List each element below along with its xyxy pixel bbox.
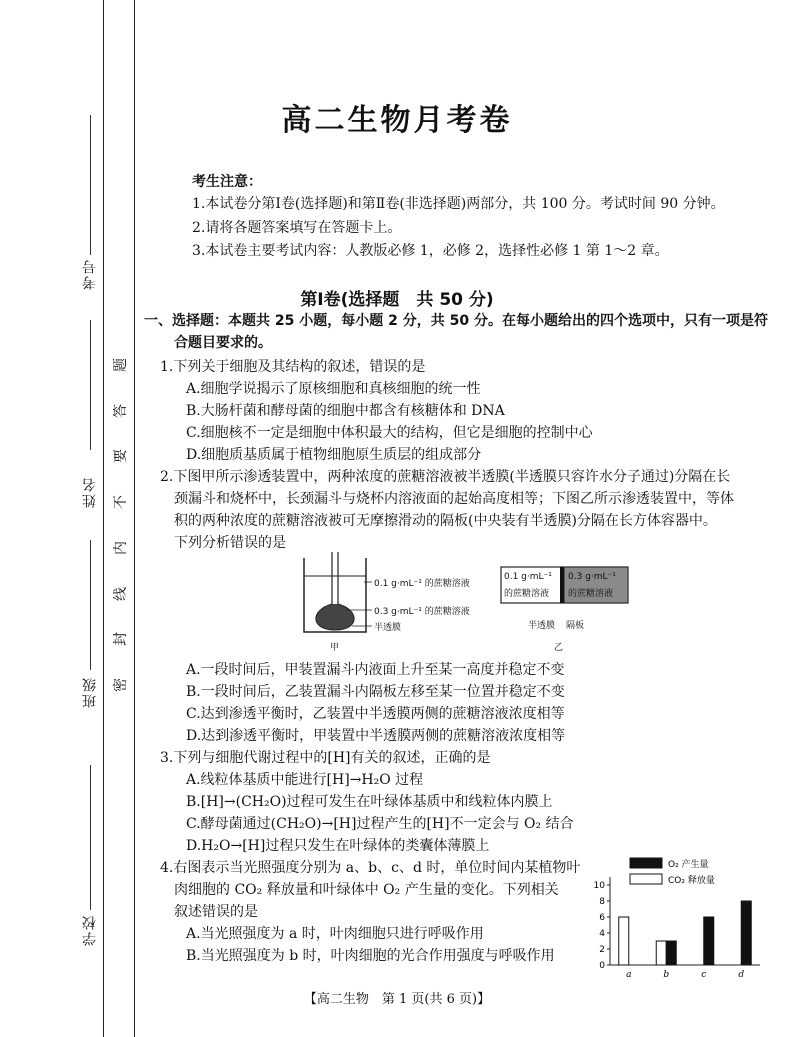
page-title: 高二生物月考卷: [281, 103, 513, 138]
section-intro-cont: 合题目要求的。: [174, 335, 272, 351]
y-tick-label: 8: [599, 897, 605, 907]
x-tick-label: b: [663, 970, 670, 980]
bar: [666, 941, 676, 965]
legend-swatch: [630, 874, 662, 884]
y-tick-label: 6: [599, 913, 605, 923]
fig-a-label-outer-solution: 0.1 g·mL⁻¹ 的蔗糖溶液: [374, 579, 470, 589]
notice-heading: 考生注意：: [192, 174, 262, 190]
legend-label: O₂ 产生量: [668, 860, 709, 870]
q1-option-a: A.细胞学说揭示了原核细胞和真核细胞的统一性: [186, 381, 481, 397]
q2-stem-line: 积的两种浓度的蔗糖溶液被可无摩擦滑动的隔板(中央装有半透膜)分隔在长方体容器中。: [174, 513, 717, 529]
figure-a-osmosis-beaker: [296, 552, 506, 652]
q3-option-d: D.H₂O→[H]过程只发生在叶绿体的类囊体薄膜上: [186, 838, 490, 854]
margin-border-outer: [103, 0, 104, 1037]
legend-swatch: [630, 858, 662, 868]
bar: [619, 917, 629, 965]
q1-option-c: C.细胞核不一定是细胞中体积最大的结构，但它是细胞的控制中心: [186, 425, 593, 441]
name-label: 姓名: [82, 476, 98, 508]
q4-option-b: B.当光照强度为 b 时，叶肉细胞的光合作用强度与呼吸作用: [186, 948, 555, 964]
fig-a-label-inner-solution: 0.3 g·mL⁻¹ 的蔗糖溶液: [374, 607, 470, 617]
x-tick-label: a: [626, 970, 632, 980]
name-underline: [90, 320, 91, 450]
bar: [704, 917, 714, 965]
x-tick-label: c: [701, 970, 707, 980]
seal-char: 封: [113, 632, 129, 647]
seal-char: 答: [113, 403, 129, 418]
seal-char: 密: [113, 678, 129, 692]
q3-option-c: C.酵母菌通过(CH₂O)→[H]过程产生的[H]不一定会与 O₂ 结合: [186, 816, 574, 832]
q2-option-c: C.达到渗透平衡时，乙装置中半透膜两侧的蔗糖溶液浓度相等: [186, 706, 565, 722]
notice-item: 1.本试卷分第Ⅰ卷(选择题)和第Ⅱ卷(非选择题)两部分，共 100 分。考试时间 90 分钟。: [192, 196, 725, 212]
fig-b-label-membrane: 半透膜: [528, 621, 556, 631]
class-underline: [90, 540, 91, 670]
fig-b-left-conc: 0.1 g·mL⁻¹: [504, 572, 552, 582]
q4-stem-line: 肉细胞的 CO₂ 释放量和叶绿体中 O₂ 产生量的变化。下列相关: [174, 882, 559, 898]
fig-b-right-solution: 的蔗糖溶液: [568, 589, 614, 599]
q2-option-b: B.一段时间后，乙装置漏斗内隔板左移至某一位置并稳定不变: [186, 684, 565, 700]
seal-char: 不: [113, 495, 129, 510]
fig-b-left-solution: 的蔗糖溶液: [504, 589, 550, 599]
seal-char: 题: [113, 358, 129, 372]
fig-a-caption: 甲: [330, 643, 340, 653]
y-tick-label: 4: [599, 929, 605, 939]
page-footer: 【高二生物 第 1 页(共 6 页)】: [303, 992, 491, 1007]
y-tick-label: 10: [593, 881, 605, 891]
bar: [656, 941, 666, 965]
school-label: 学校: [82, 914, 98, 946]
q4-bar-chart: [588, 850, 768, 980]
fig-a-label-membrane: 半透膜: [374, 623, 402, 633]
q2-stem-line: 2.下图甲所示渗透装置中，两种浓度的蔗糖溶液被半透膜(半透膜只容许水分子通过)分隔在长: [160, 469, 731, 485]
q3-option-a: A.线粒体基质中能进行[H]→H₂O 过程: [186, 772, 424, 788]
notice-item: 3.本试卷主要考试内容：人教版必修 1，必修 2，选择性必修 1 第 1～2 章。: [192, 243, 669, 259]
q2-option-a: A.一段时间后，甲装置漏斗内液面上升至某一高度并稳定不变: [186, 662, 565, 678]
notice-item: 2.请将各题答案填写在答题卡上。: [192, 220, 402, 236]
q3-option-b: B.[H]→(CH₂O)过程可发生在叶绿体基质中和线粒体内膜上: [186, 794, 553, 810]
q1-option-d: D.细胞质基质属于植物细胞原生质层的组成部分: [186, 447, 482, 463]
q3-stem: 3.下列与细胞代谢过程中的[H]有关的叙述，正确的是: [160, 750, 491, 766]
q1-option-b: B.大肠杆菌和酵母菌的细胞中都含有核糖体和 DNA: [186, 403, 505, 419]
q1-stem: 1.下列关于细胞及其结构的叙述，错误的是: [160, 359, 426, 375]
fig-b-right-conc: 0.3 g·mL⁻¹: [568, 572, 616, 582]
fig-b-caption: 乙: [554, 643, 564, 653]
section-intro: 一、选择题：本题共 25 小题，每小题 2 分，共 50 分。在每小题给出的四个选项中，只有一项是符: [144, 313, 768, 329]
margin-border-inner: [134, 0, 135, 1037]
q4-option-a: A.当光照强度为 a 时，叶肉细胞只进行呼吸作用: [186, 926, 484, 942]
q2-stem-line: 下列分析错误的是: [174, 535, 286, 551]
y-tick-label: 2: [599, 945, 605, 955]
x-tick-label: d: [738, 970, 745, 980]
seal-char: 要: [113, 449, 129, 464]
fig-b-label-partition: 隔板: [566, 621, 585, 631]
q2-stem-line: 颈漏斗和烧杯中，长颈漏斗与烧杯内溶液面的起始高度相等；下图乙所示渗透装置中，等体: [174, 491, 734, 507]
bar: [741, 901, 751, 965]
y-tick-label: 0: [599, 961, 605, 971]
exam-no-label: 考号: [82, 258, 98, 290]
q2-option-d: D.达到渗透平衡时，甲装置中半透膜两侧的蔗糖溶液浓度相等: [186, 728, 566, 744]
school-underline: [90, 765, 91, 910]
section-title: 第Ⅰ卷(选择题 共 50 分): [300, 290, 494, 310]
legend-label: CO₂ 释放量: [668, 876, 715, 886]
seal-char: 线: [113, 586, 129, 601]
q4-stem-line: 4.右图表示当光照强度分别为 a、b、c、d 时，单位时间内某植物叶: [160, 860, 581, 876]
class-label: 班级: [82, 676, 98, 708]
q4-stem-line: 叙述错误的是: [174, 904, 258, 920]
seal-char: 内: [113, 540, 129, 555]
